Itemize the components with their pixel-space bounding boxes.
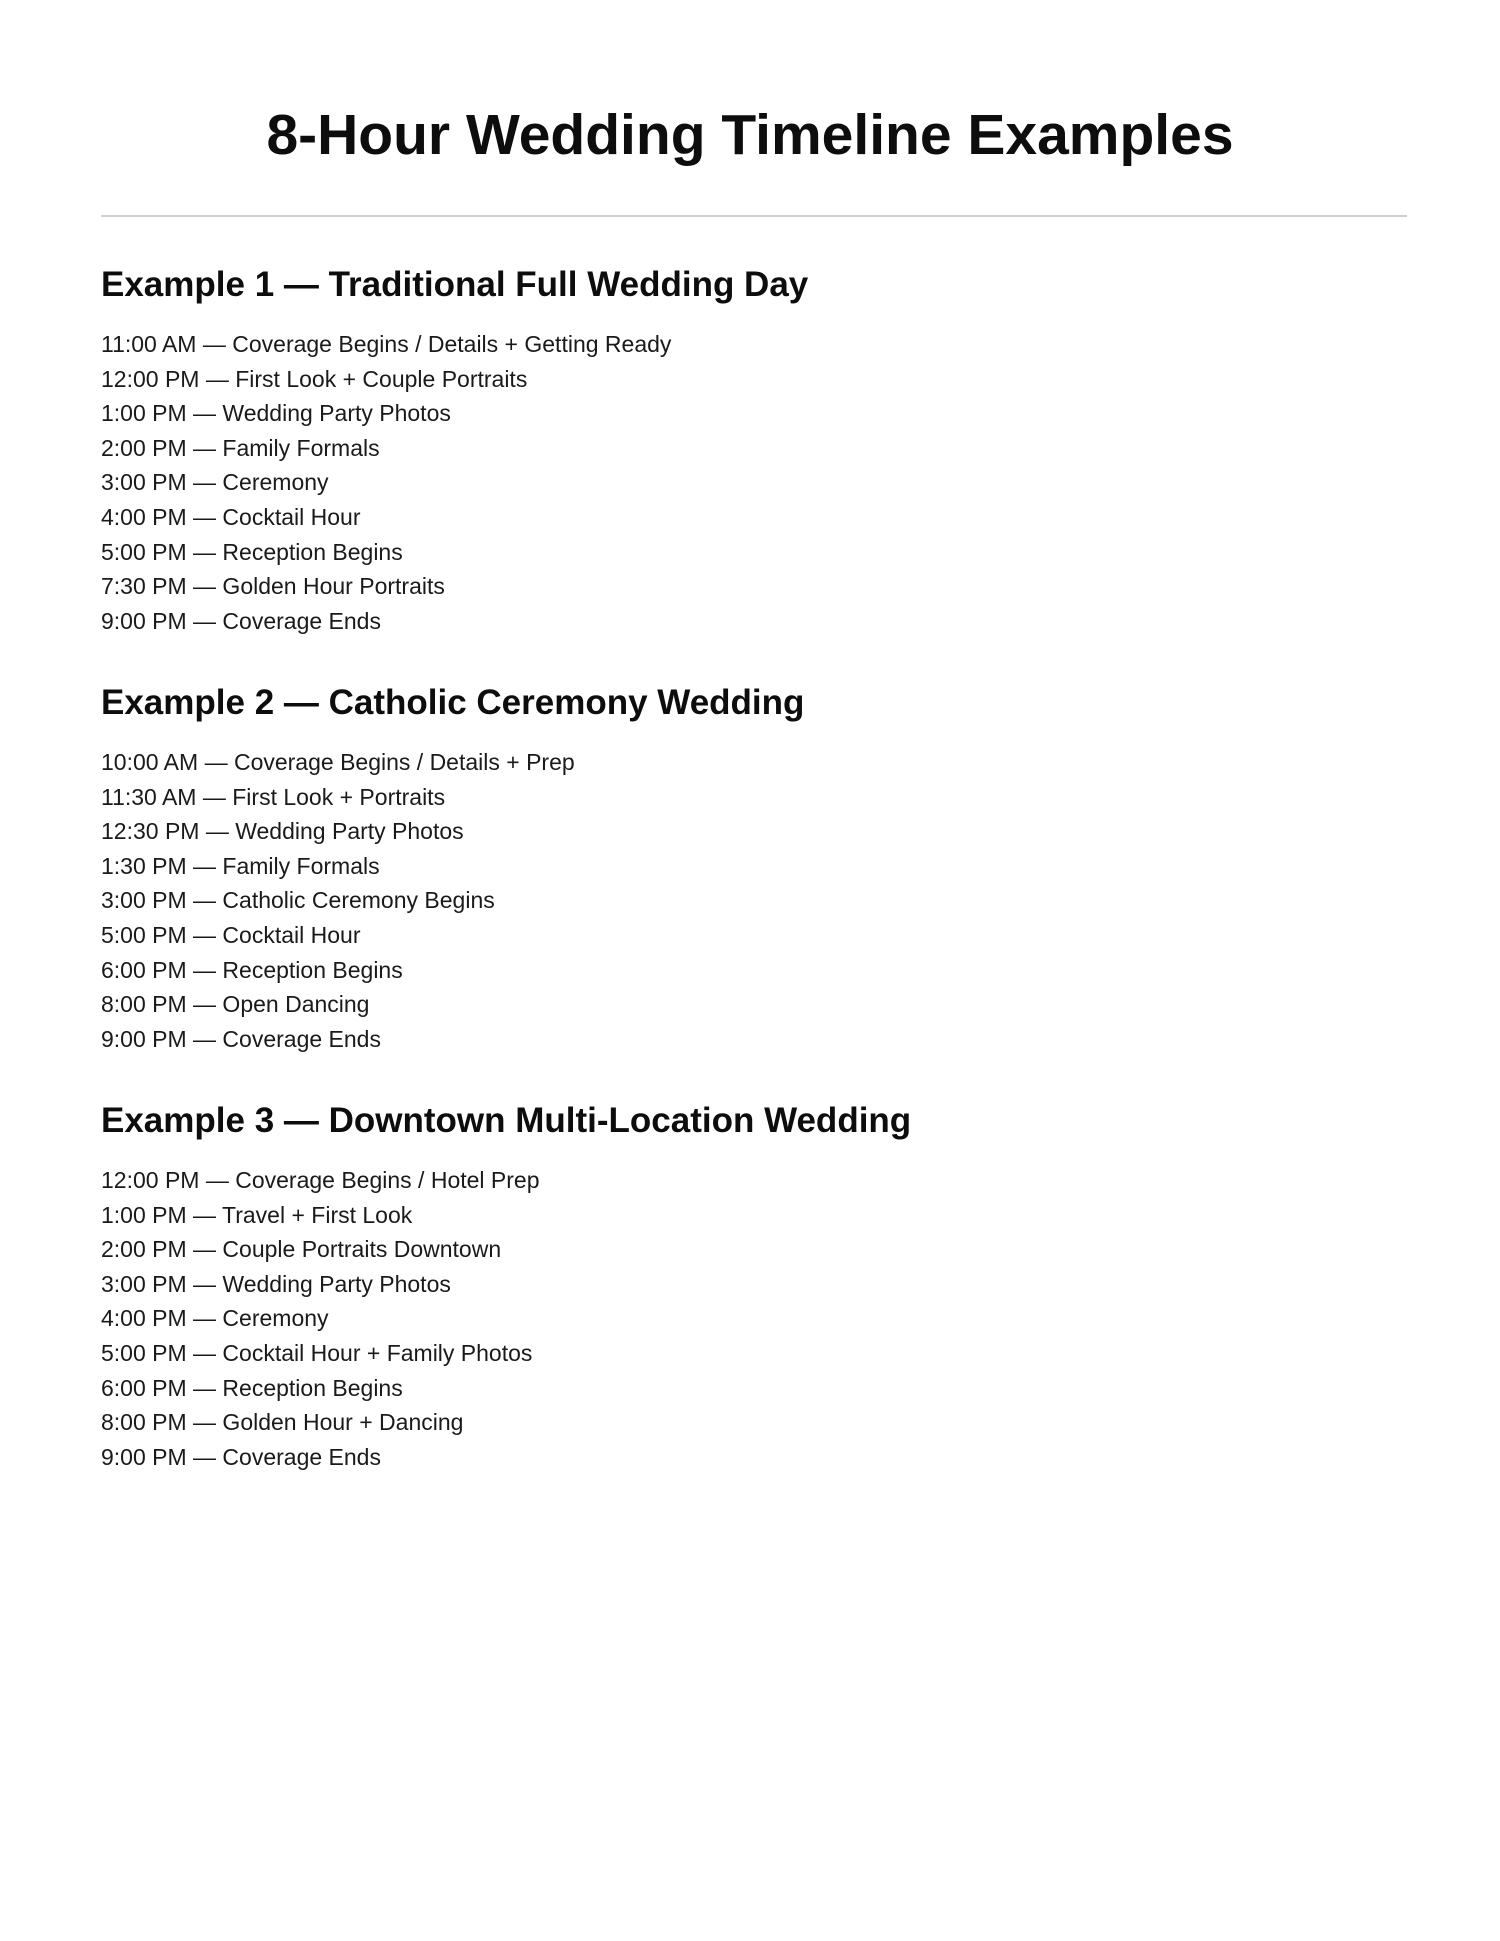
section-heading: Example 3 — Downtown Multi-Location Wedding [101,1101,912,1140]
timeline-item: 11:30 AM — First Look + Portraits [101,783,446,810]
timeline-item: 5:00 PM — Cocktail Hour [101,921,361,948]
timeline-item: 4:00 PM — Ceremony [101,1305,329,1332]
timeline-item: 7:30 PM — Golden Hour Portraits [101,573,445,600]
timeline-item: 1:00 PM — Wedding Party Photos [101,400,451,427]
section-heading: Example 2 — Catholic Ceremony Wedding [101,683,805,722]
timeline-item: 12:30 PM — Wedding Party Photos [101,818,464,845]
timeline-item: 6:00 PM — Reception Begins [101,956,403,983]
timeline-item: 1:30 PM — Family Formals [101,852,380,879]
timeline-item: 3:00 PM — Catholic Ceremony Begins [101,887,495,914]
timeline-item: 6:00 PM — Reception Begins [101,1374,403,1401]
title-divider [101,215,1407,217]
timeline-list [101,327,1401,638]
timeline-item: 9:00 PM — Coverage Ends [101,1025,381,1052]
timeline-item: 8:00 PM — Golden Hour + Dancing [101,1409,464,1436]
timeline-item: 12:00 PM — First Look + Couple Portraits [101,365,528,392]
timeline-item: 4:00 PM — Cocktail Hour [101,503,361,530]
timeline-list [101,1163,1401,1474]
timeline-item: 11:00 AM — Coverage Begins / Details + Getting Ready [101,331,672,357]
timeline-item: 5:00 PM — Reception Begins [101,538,403,565]
timeline-section-3 [101,1099,1401,1474]
timeline-section-2 [101,681,1401,1056]
page-title: 8-Hour Wedding Timeline Examples [266,103,1234,167]
timeline-item: 9:00 PM — Coverage Ends [101,1443,381,1470]
timeline-section-1 [101,263,1401,638]
timeline-item: 5:00 PM — Cocktail Hour + Family Photos [101,1339,533,1366]
timeline-item: 10:00 AM — Coverage Begins / Details + Prep [101,749,575,775]
timeline-item: 3:00 PM — Ceremony [101,469,329,496]
timeline-item: 12:00 PM — Coverage Begins / Hotel Prep [101,1167,540,1193]
timeline-item: 3:00 PM — Wedding Party Photos [101,1270,451,1297]
timeline-item: 2:00 PM — Couple Portraits Downtown [101,1236,502,1263]
timeline-item: 9:00 PM — Coverage Ends [101,607,381,634]
timeline-list [101,745,1401,1056]
timeline-item: 8:00 PM — Open Dancing [101,991,370,1018]
section-heading: Example 1 — Traditional Full Wedding Day [101,265,809,304]
timeline-item: 2:00 PM — Family Formals [101,434,380,461]
timeline-item: 1:00 PM — Travel + First Look [101,1201,413,1228]
